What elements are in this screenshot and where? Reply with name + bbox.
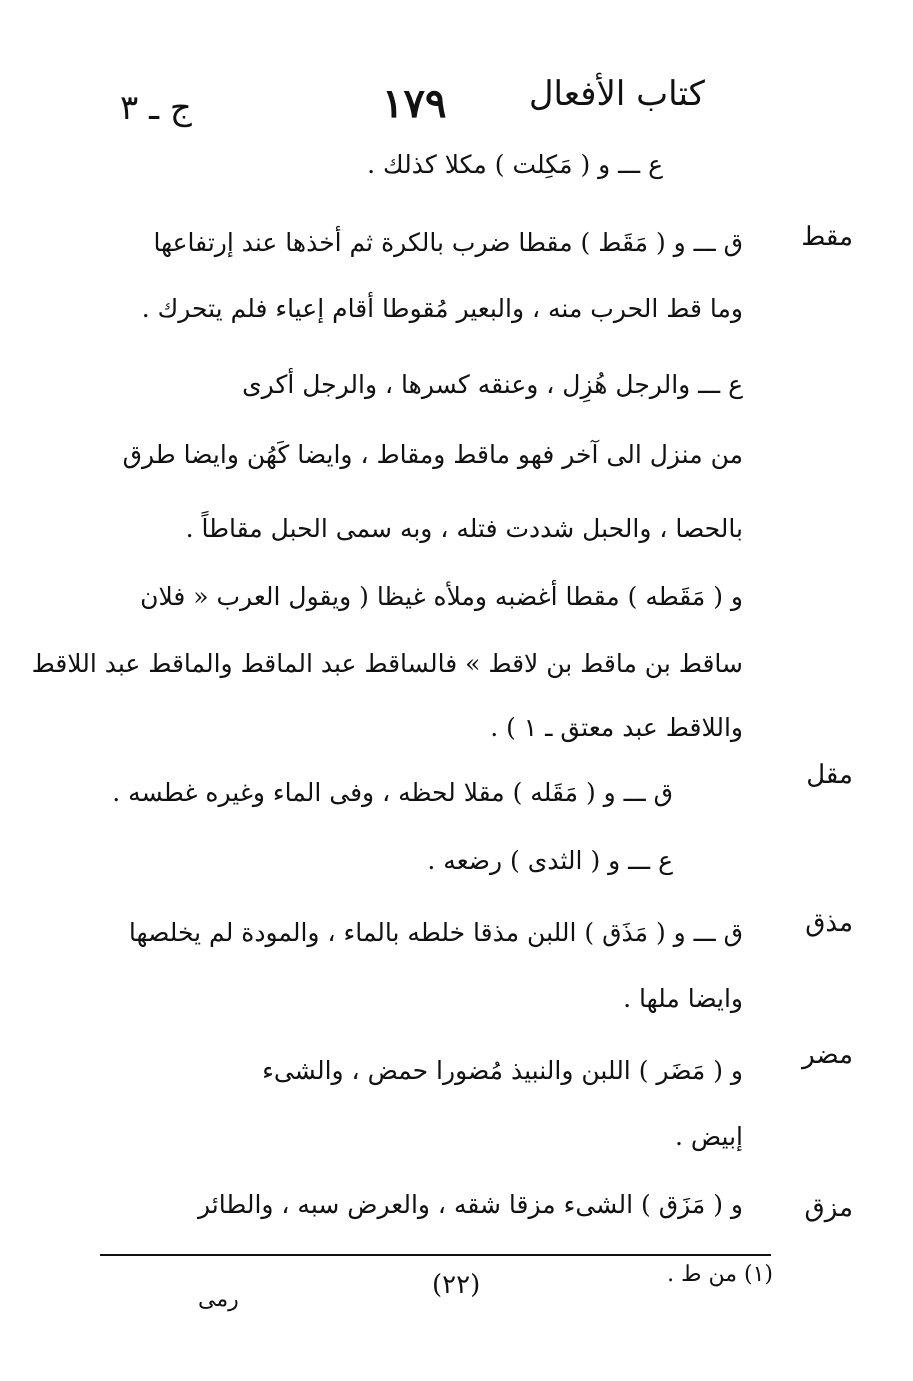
text-line: بالحصا ، والحبل شددت فتله ، وبه سمى الحبل مقاطاً . xyxy=(185,514,743,543)
text-line: ق ـــ و ( مَذَق ) اللبن مذقا خلطه بالماء ، والمودة لم يخلصها xyxy=(128,918,743,947)
root-word: مقل xyxy=(806,760,853,790)
book-title: كتاب الأفعال xyxy=(528,74,705,114)
root-word: مقط xyxy=(801,222,853,252)
text-line: واللاقط عبد معتق ـ ١ ) . xyxy=(490,713,743,742)
text-line: ع ـــ و ( الثدى ) رضعه . xyxy=(427,846,673,875)
text-line: إبيض . xyxy=(675,1122,743,1151)
text-line: ع ـــ و ( مَكِلت ) مكلا كذلك . xyxy=(367,150,663,179)
text-line: و ( مَضَر ) اللبن والنبيذ مُضورا حمض ، والشىء xyxy=(262,1056,743,1085)
text-line: ق ـــ و ( مَقَط ) مقطا ضرب بالكرة ثم أخذها عند إرتفاعها xyxy=(153,228,743,257)
volume-label: ج ـ ٣ xyxy=(120,88,192,128)
printer-signature: رمى xyxy=(198,1287,239,1312)
text-line: ع ـــ والرجل هُزِل ، وعنقه كسرها ، والرجل أكرى xyxy=(242,370,743,399)
footnote: (١) من ط . xyxy=(667,1262,773,1287)
page-number: ١٧٩ xyxy=(382,80,447,127)
text-line: و ( مَزَق ) الشىء مزقا شقه ، والعرض سبه ، والطائر xyxy=(197,1190,743,1219)
text-line: و ( مَقَطه ) مقطا أغضبه وملأه غيظا ( ويقول العرب « فلان xyxy=(140,582,743,611)
footnote-divider xyxy=(100,1254,771,1256)
text-line: وما قط الحرب منه ، والبعير مُقوطا أقام إعياء فلم يتحرك . xyxy=(141,294,743,323)
root-word: مذق xyxy=(805,908,853,938)
text-line: ساقط بن ماقط بن لاقط » فالساقط عبد الماقط والماقط عبد اللاقط xyxy=(31,649,743,678)
text-line: ق ـــ و ( مَقَله ) مقلا لحظه ، وفى الماء وغيره غطسه . xyxy=(112,778,673,807)
root-word: مضر xyxy=(802,1040,853,1070)
text-line: وايضا ملها . xyxy=(623,984,743,1013)
folio-number: (٢٢) xyxy=(432,1270,481,1300)
root-word: مزق xyxy=(804,1193,853,1223)
text-line: من منزل الى آخر فهو ماقط ومقاط ، وايضا كَهُن وايضا طرق xyxy=(122,440,743,469)
